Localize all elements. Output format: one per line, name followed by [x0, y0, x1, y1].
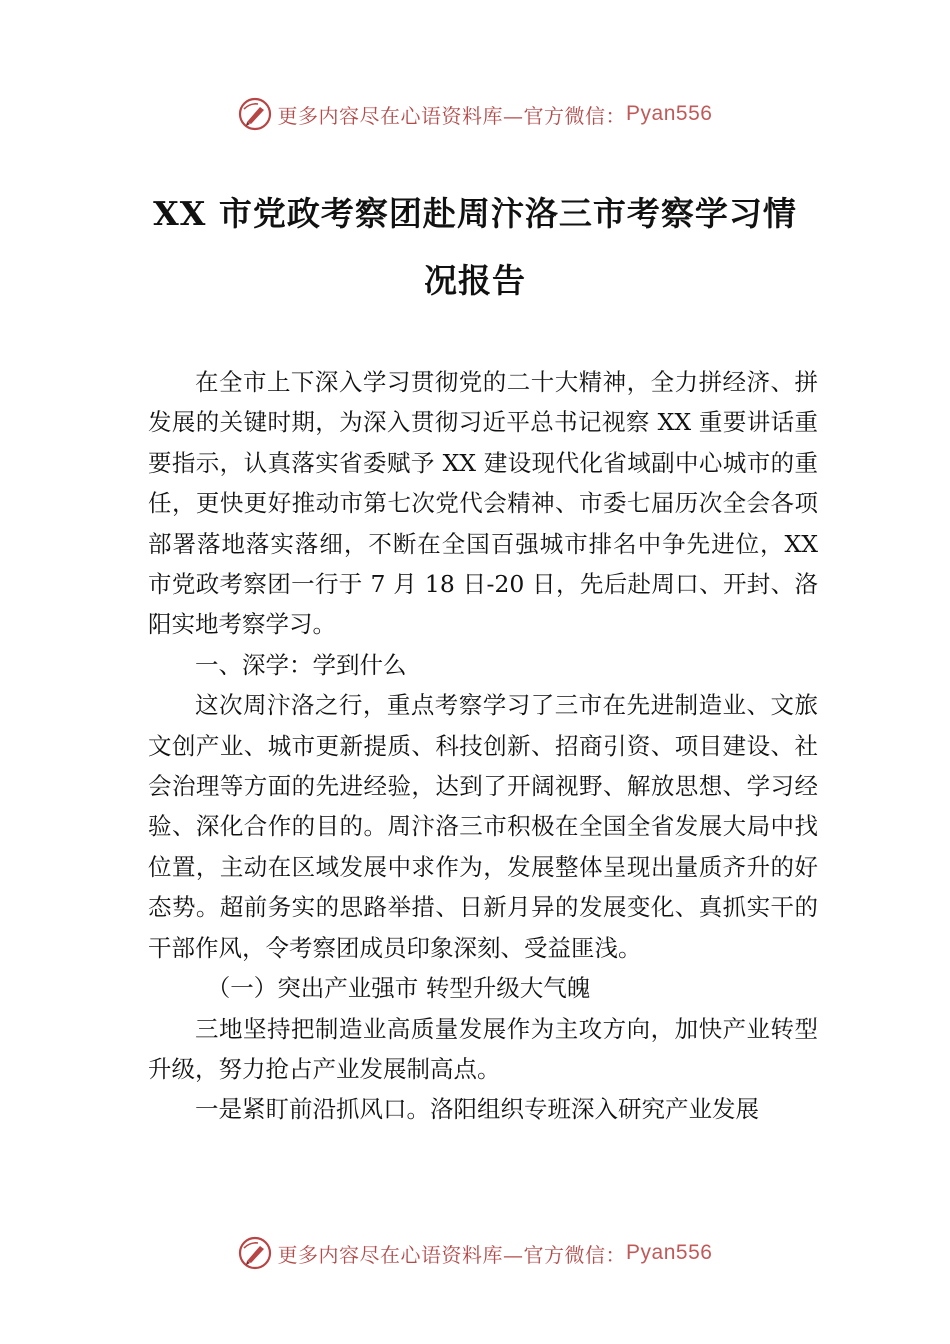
section-heading: 一、深学：学到什么 [195, 650, 407, 679]
paragraph-point-1: 一是紧盯前沿抓风口。洛阳组织专班深入研究产业发展 [195, 1095, 759, 1124]
paragraph-industry: 三地坚持把制造业高质量发展作为主攻方向，加快产业转型升级，努力抢占产业发展制高点。 [148, 1014, 818, 1083]
paragraph-intro: 在全市上下深入学习贯彻党的二十大精神，全力拼经济、拼发展的关键时期，为深入贯彻习近平总书记视察 XX 重要讲话重要指示，认真落实省委赋予 XX 建设现代化省域副中心城市的重任，更快更好推动市第七次党代会精神、市委七届历次全会各项部署落地落实落细，不断在全国百强城市排名中争先进位，XX 市党政考察团一行于 7 月 18 日-20 日，先后赴周口、开封、洛阳实地考察学习。 [148, 368, 818, 639]
document-body [148, 362, 818, 1130]
footer-banner-text: 更多内容尽在心语资料库—官方微信： [277, 1242, 627, 1267]
pen-logo-icon [238, 1236, 272, 1270]
header-banner-id: Pyan556 [626, 102, 713, 125]
footer-banner [0, 1233, 950, 1273]
title-line-1: XX 市党政考察团赴周汴洛三市考察学习情 [153, 194, 797, 233]
title-line-2: 况报告 [424, 261, 526, 300]
paragraph-overview: 这次周汴洛之行，重点考察学习了三市在先进制造业、文旅文创产业、城市更新提质、科技创新、招商引资、项目建设、社会治理等方面的先进经验，达到了开阔视野、解放思想、学习经验、深化合作的目的。周汴洛三市积极在全国全省发展大局中找位置，主动在区域发展中求作为，发展整体呈现出量质齐升的好态势。超前务实的思路举措、日新月异的发展变化、真抓实干的干部作风，令考察团成员印象深刻、受益匪浅。 [148, 691, 818, 962]
subsection-heading: （一）突出产业强市 转型升级大气魄 [206, 974, 591, 1003]
document-title [0, 180, 950, 314]
footer-banner-id: Pyan556 [626, 1241, 713, 1264]
header-banner [0, 94, 950, 134]
header-banner-text: 更多内容尽在心语资料库—官方微信： [277, 103, 627, 128]
pen-logo-icon [238, 97, 272, 131]
